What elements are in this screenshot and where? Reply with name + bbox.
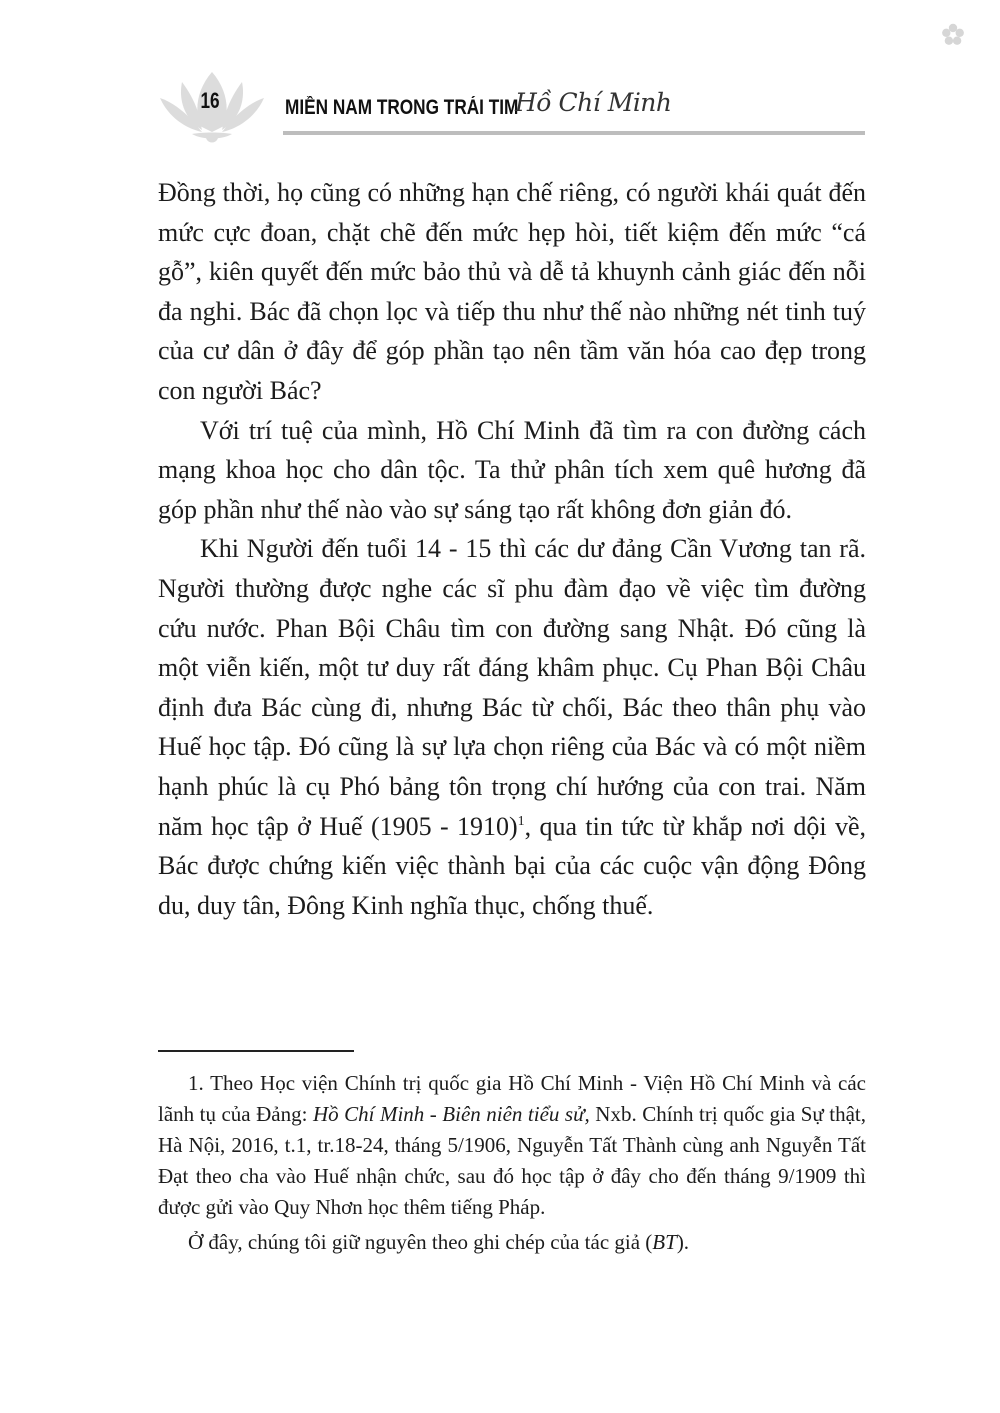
header-rule — [283, 131, 865, 135]
page-number: 16 — [200, 88, 220, 113]
paragraph-text: , qua tin tức từ khắp nơi dội về, Bác được chứng kiến việc thành bại của các cuộc vận động Đông du, duy tân, Đông Kinh nghĩa thục, chống thuế. — [158, 811, 866, 920]
footnote-1 — [158, 1068, 866, 1223]
footnote-text: Ở đây, chúng tôi giữ nguyên theo ghi chép của tác giả ( — [188, 1230, 653, 1254]
running-title-script: Hồ Chí Minh — [515, 88, 672, 117]
footnote-text: Nxb. Chính trị quốc gia Sự thật, Hà Nội, 2016, t.1, tr.18-24, tháng 5/1906, Nguyễn Tất Thành cùng anh Nguyễn Tất Đạt theo cha vào Huế nhận chức, sau đó học tập ở đây cho đến tháng 9/1909 thì được gửi vào Quy Nhơn học thêm tiếng Pháp. — [158, 1102, 866, 1219]
footnote-text: ). — [676, 1230, 690, 1254]
flower-icon — [940, 22, 966, 48]
paragraph: Với trí tuệ của mình, Hồ Chí Minh đã tìm ra con đường cách mạng khoa học cho dân tộc. Ta thử phân tích xem quê hương đã góp phần như thế nào vào sự sáng tạo rất không đơn giản đó. — [158, 415, 866, 524]
editor-abbreviation: BT — [652, 1230, 677, 1254]
footnote-book-title: Hồ Chí Minh - Biên niên tiểu sử, — [312, 1102, 590, 1126]
body-text — [158, 173, 866, 925]
paragraph — [158, 529, 866, 925]
footnote-reference[interactable]: 1 — [517, 813, 525, 829]
paragraph: Đồng thời, họ cũng có những hạn chế riêng, có người khái quát đến mức cực đoan, chặt chẽ đến mức hẹp hòi, tiết kiệm đến mức “cá gỗ”, kiên quyết đến mức bảo thủ và dễ tả khuynh cảnh giác đến nỗi đa nghi. Bác đã chọn lọc và tiếp thu như thế nào những nét tinh tuý của cư dân ở đây để góp phần tạo nên tầm văn hóa cao đẹp trong con người Bác? — [158, 178, 866, 405]
paragraph-text: Khi Người đến tuổi 14 - 15 thì các dư đảng Cần Vương tan rã. Người thường được nghe các sĩ phu đàm đạo về việc tìm đường cứu nước. Phan Bội Châu tìm con đường sang Nhật. Đó cũng là một viễn kiến, một tư duy rất đáng khâm phục. Cụ Phan Bội Châu định đưa Bác cùng đi, nhưng Bác từ chối, Bác theo thân phụ vào Huế học tập. Đó cũng là sự lựa chọn riêng của Bác và có một niềm hạnh phúc là cụ Phó bảng tôn trọng chí hướng của con trai. Năm năm học tập ở Huế (1905 - 1910) — [158, 534, 866, 841]
footnote-separator — [158, 1050, 354, 1052]
running-title: MIỀN NAM TRONG TRÁI TIM — [285, 96, 519, 119]
footnotes — [158, 1068, 866, 1258]
footnote-editor-note — [158, 1227, 866, 1258]
footnote-text: 1. Theo Học viện Chính trị quốc gia Hồ Chí Minh - Viện Hồ Chí Minh và các lãnh tụ của Đảng: — [158, 1071, 866, 1126]
running-head — [285, 88, 672, 120]
